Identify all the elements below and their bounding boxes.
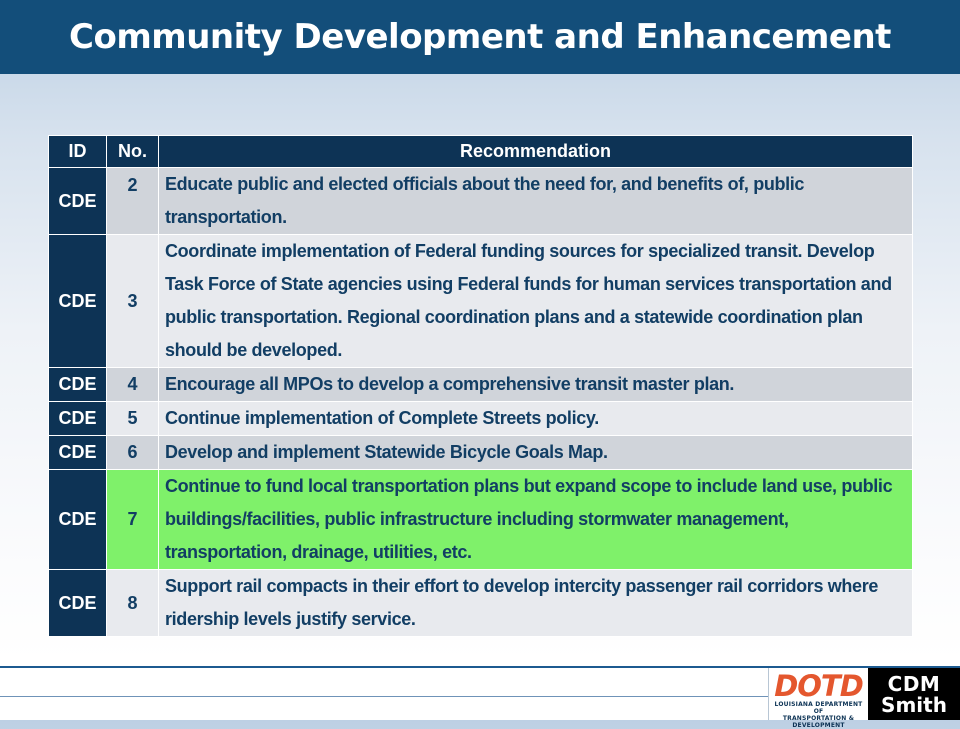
row-id: CDE [49,368,107,402]
row-number: 7 [107,470,159,570]
row-number: 6 [107,436,159,470]
table-row [49,436,913,470]
row-id: CDE [49,436,107,470]
recommendations-table [48,135,913,637]
table-row [49,235,913,368]
footer-rule-thin [0,696,768,697]
row-id: CDE [49,402,107,436]
row-number: 5 [107,402,159,436]
row-recommendation: Continue implementation of Complete Streets policy. [159,402,913,436]
slide-title: Community Development and Enhancement [69,17,891,57]
cdm-logo-line2: Smith [881,693,947,717]
row-id: CDE [49,235,107,368]
table-row-highlighted [49,470,913,570]
row-id: CDE [49,168,107,235]
row-number: 8 [107,570,159,637]
table-header-row [49,136,913,168]
row-recommendation: Coordinate implementation of Federal funding sources for specialized transit. Develop Task Force of State agencies using Federal funds for human services transportation and public transportation. Regional coordination plans and a statewide coordination plan should be developed. [159,235,913,368]
row-number: 2 [107,168,159,235]
row-number: 4 [107,368,159,402]
cdm-logo-line1: CDM [887,672,941,696]
title-bar [0,0,960,74]
row-id: CDE [49,470,107,570]
header-no: No. [107,136,159,168]
row-id: CDE [49,570,107,637]
row-recommendation: Support rail compacts in their effort to develop intercity passenger rail corridors where ridership levels justify service. [159,570,913,637]
dotd-logo [768,668,868,729]
row-recommendation: Continue to fund local transportation plans but expand scope to include land use, public buildings/facilities, public infrastructure including stormwater management, transportation, drainage, utilities, etc. [159,470,913,570]
cdm-smith-logo [868,668,960,720]
dotd-logo-line2: TRANSPORTATION & DEVELOPMENT [782,715,855,729]
table-row [49,168,913,235]
row-recommendation: Educate public and elected officials about the need for, and benefits of, public transportation. [159,168,913,235]
dotd-logo-line1: LOUISIANA DEPARTMENT OF [774,701,863,715]
row-number: 3 [107,235,159,368]
table-row [49,402,913,436]
dotd-logo-word: DOTD [774,669,863,703]
row-recommendation: Encourage all MPOs to develop a comprehensive transit master plan. [159,368,913,402]
table-row [49,570,913,637]
header-recommendation: Recommendation [159,136,913,168]
table-row [49,368,913,402]
header-id: ID [49,136,107,168]
row-recommendation: Develop and implement Statewide Bicycle Goals Map. [159,436,913,470]
